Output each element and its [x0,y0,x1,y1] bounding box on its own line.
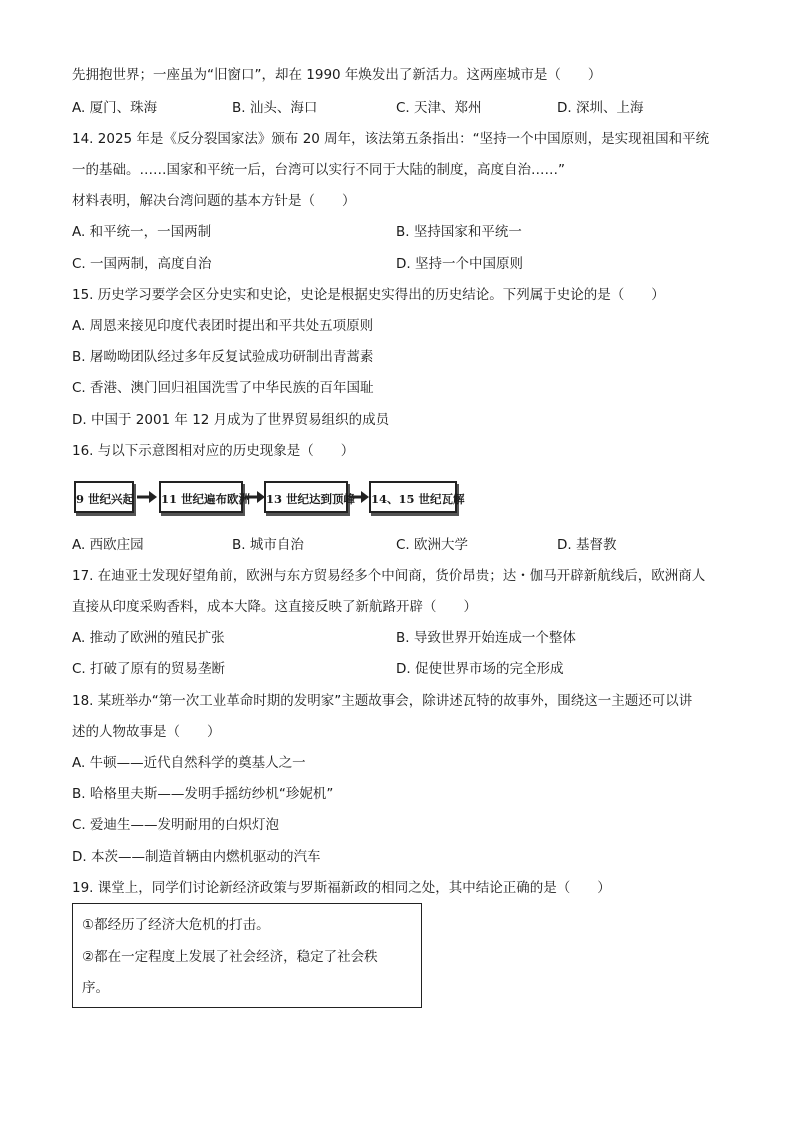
q14-stem-line1: 14. 2025 年是《反分裂国家法》颁布 20 周年，该法第五条指出：“坚持一个中国原则，是实现祖国和平统 [72,131,710,147]
q18-option-d: D. 本茨——制造首辆由内燃机驱动的汽车 [72,849,321,865]
flow-step-4: 14、15 世纪瓦解 [369,481,457,513]
q17-option-c: C. 打破了原有的贸易垄断 [72,661,226,677]
arrow-right-icon [136,489,158,505]
q19-statement-2: ②都在一定程度上发展了社会经济，稳定了社会秩 [82,949,378,965]
arrow-right-icon [244,489,266,505]
q17-option-d: D. 促使世界市场的完全形成 [396,661,564,677]
q13-option-a: A. 厦门、珠海 [72,100,158,116]
q14-stem-line3: 材料表明，解决台湾问题的基本方针是（ ） [72,193,356,209]
q16-flow-diagram [74,481,494,519]
q16-stem: 16. 与以下示意图相对应的历史现象是（ ） [72,443,355,459]
flow-step-1: 9 世纪兴起 [74,481,134,513]
q13-option-c: C. 天津、郑州 [396,100,482,116]
q13-stem-tail: 先拥抱世界；一座虽为“旧窗口”，却在 1990 年焕发出了新活力。这两座城市是（ ） [72,67,602,83]
q15-option-d: D. 中国于 2001 年 12 月成为了世界贸易组织的成员 [72,412,390,428]
q17-option-b: B. 导致世界开始连成一个整体 [396,630,576,646]
q14-option-b: B. 坚持国家和平统一 [396,224,522,240]
q18-stem-line2: 述的人物故事是（ ） [72,724,221,740]
q17-stem-line1: 17. 在迪亚士发现好望角前，欧洲与东方贸易经多个中间商，货价昂贵；达・伽马开辟新航线后，欧洲商人 [72,568,706,584]
q18-option-b: B. 哈格里夫斯——发明手摇纺纱机“珍妮机” [72,786,334,802]
q14-option-a: A. 和平统一，一国两制 [72,224,212,240]
q16-option-d: D. 基督教 [557,537,617,553]
q16-option-b: B. 城市自治 [232,537,304,553]
q15-option-c: C. 香港、澳门回归祖国洗雪了中华民族的百年国耻 [72,380,374,396]
q17-stem-line2: 直接从印度采购香料，成本大降。这直接反映了新航路开辟（ ） [72,599,477,615]
q15-option-a: A. 周恩来接见印度代表团时提出和平共处五项原则 [72,318,374,334]
arrow-right-icon [348,489,370,505]
flow-step-3: 13 世纪达到顶峰 [264,481,348,513]
q18-option-a: A. 牛顿——近代自然科学的奠基人之一 [72,755,306,771]
q13-option-d: D. 深圳、上海 [557,100,644,116]
q14-option-d: D. 坚持一个中国原则 [396,256,523,272]
q19-stem: 19. 课堂上，同学们讨论新经济政策与罗斯福新政的相同之处，其中结论正确的是（ ） [72,880,611,896]
q19-statement-box [72,903,422,1008]
q16-option-a: A. 西欧庄园 [72,537,144,553]
q14-option-c: C. 一国两制，高度自治 [72,256,212,272]
q18-option-c: C. 爱迪生——发明耐用的白炽灯泡 [72,817,280,833]
q13-option-b: B. 汕头、海口 [232,100,318,116]
q19-statement-1: ①都经历了经济大危机的打击。 [82,917,270,933]
q17-option-a: A. 推动了欧洲的殖民扩张 [72,630,225,646]
q15-stem: 15. 历史学习要学会区分史实和史论，史论是根据史实得出的历史结论。下列属于史论的是（ ） [72,287,665,303]
flow-step-2: 11 世纪遍布欧洲 [159,481,243,513]
q19-statement-2-cont: 序。 [82,980,109,996]
q14-stem-line2: 一的基础。……国家和平统一后，台湾可以实行不同于大陆的制度，高度自治……” [72,162,565,178]
q18-stem-line1: 18. 某班举办“第一次工业革命时期的发明家”主题故事会，除讲述瓦特的故事外，围绕这一主题还可以讲 [72,693,693,709]
q16-option-c: C. 欧洲大学 [396,537,469,553]
q15-option-b: B. 屠呦呦团队经过多年反复试验成功研制出青蒿素 [72,349,374,365]
